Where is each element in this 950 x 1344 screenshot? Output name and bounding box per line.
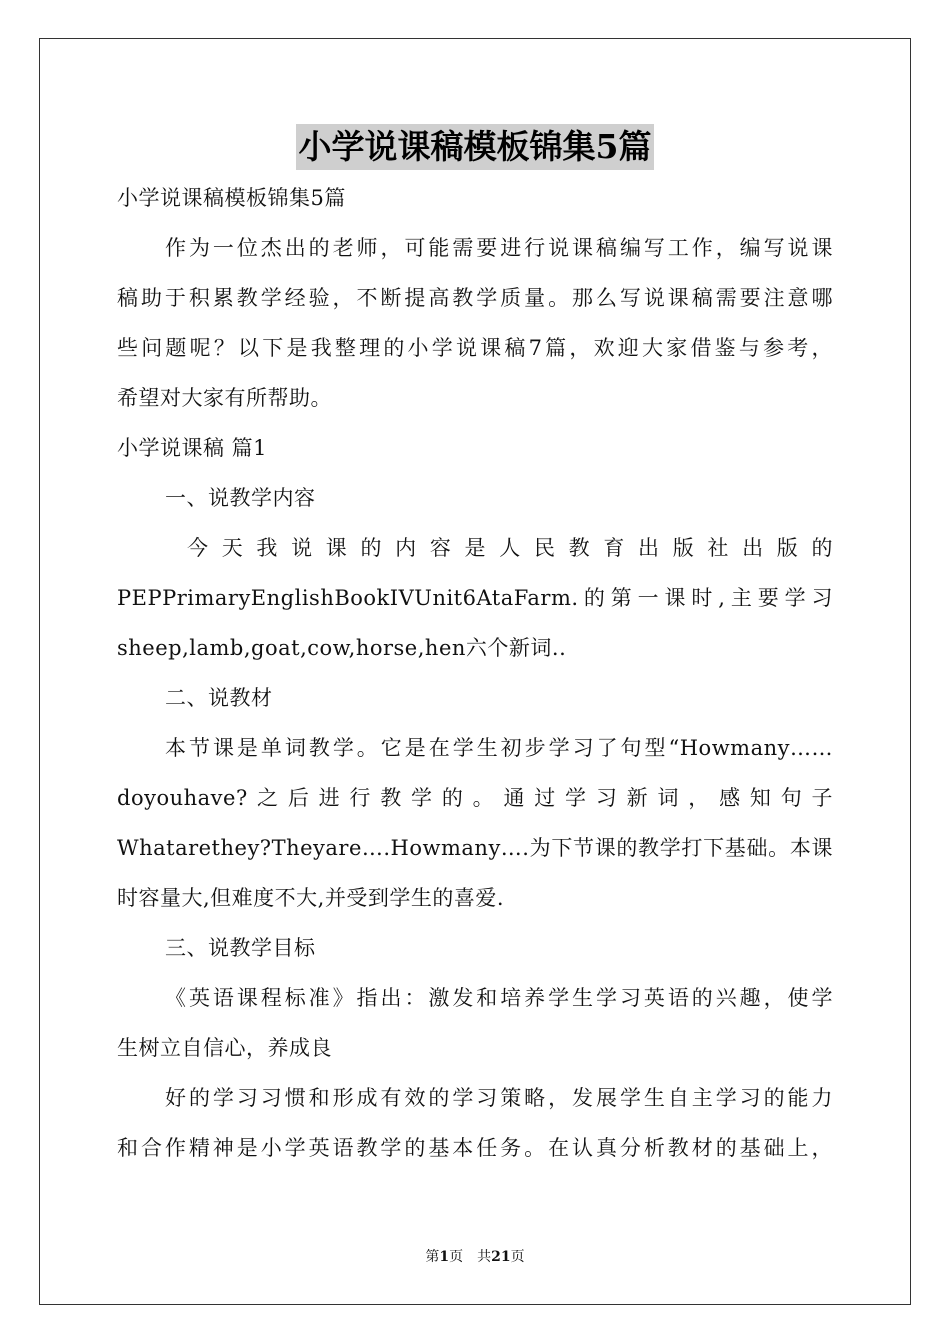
paragraph-line: PEPPrimaryEnglishBookIVUnit6AtaFarm.的第一课时,主要学习 (117, 586, 833, 610)
subsection-heading: 一、说教学内容 (165, 486, 316, 510)
footer-total-pages: 21 (491, 1249, 511, 1265)
document-title: 小学说课稿模板锦集5篇 (296, 124, 655, 170)
subtitle-line: 小学说课稿模板锦集5篇 (117, 186, 346, 210)
paragraph-line: doyouhave?之后进行教学的。通过学习新词，感知句子 (117, 786, 833, 810)
paragraph-line: sheep,lamb,goat,cow,horse,hen六个新词.. (117, 636, 567, 660)
paragraph-line: 生树立自信心，养成良 (117, 1036, 332, 1060)
paragraph-line: 《英语课程标准》指出：激发和培养学生学习英语的兴趣，使学 (165, 986, 833, 1010)
paragraph-line: 好的学习习惯和形成有效的学习策略，发展学生自主学习的能力 (165, 1086, 833, 1110)
page-frame (39, 38, 911, 1305)
section-heading: 小学说课稿 篇1 (117, 436, 268, 460)
paragraph-line: 今 天 我 说 课 的 内 容 是 人 民 教 育 出 版 社 出 版 的 (187, 536, 833, 560)
paragraph-line: 稿助于积累教学经验，不断提高教学质量。那么写说课稿需要注意哪 (117, 286, 833, 310)
paragraph-line: 作为一位杰出的老师，可能需要进行说课稿编写工作，编写说课 (165, 236, 833, 260)
footer-page-number: 1 (439, 1249, 450, 1265)
paragraph-line: 时容量大,但难度不大,并受到学生的喜爱. (117, 886, 505, 910)
paragraph-line: 些问题呢？以下是我整理的小学说课稿7篇，欢迎大家借鉴与参考， (117, 336, 833, 360)
subsection-heading: 二、说教材 (165, 686, 273, 710)
subsection-heading: 三、说教学目标 (165, 936, 316, 960)
paragraph-line: 和合作精神是小学英语教学的基本任务。在认真分析教材的基础上， (117, 1136, 833, 1160)
paragraph-line: Whatarethey?Theyare….Howmany….为下节课的教学打下基础。本课 (117, 836, 833, 860)
footer-prefix: 第 (425, 1249, 440, 1265)
paragraph-line: 本节课是单词教学。它是在学生初步学习了句型“Howmany…… (165, 736, 833, 760)
page-footer (0, 1248, 950, 1266)
title-container (0, 124, 950, 170)
footer-suffix: 页 (510, 1249, 525, 1265)
footer-mid: 页 共 (449, 1249, 492, 1265)
paragraph-line: 希望对大家有所帮助。 (117, 386, 332, 410)
